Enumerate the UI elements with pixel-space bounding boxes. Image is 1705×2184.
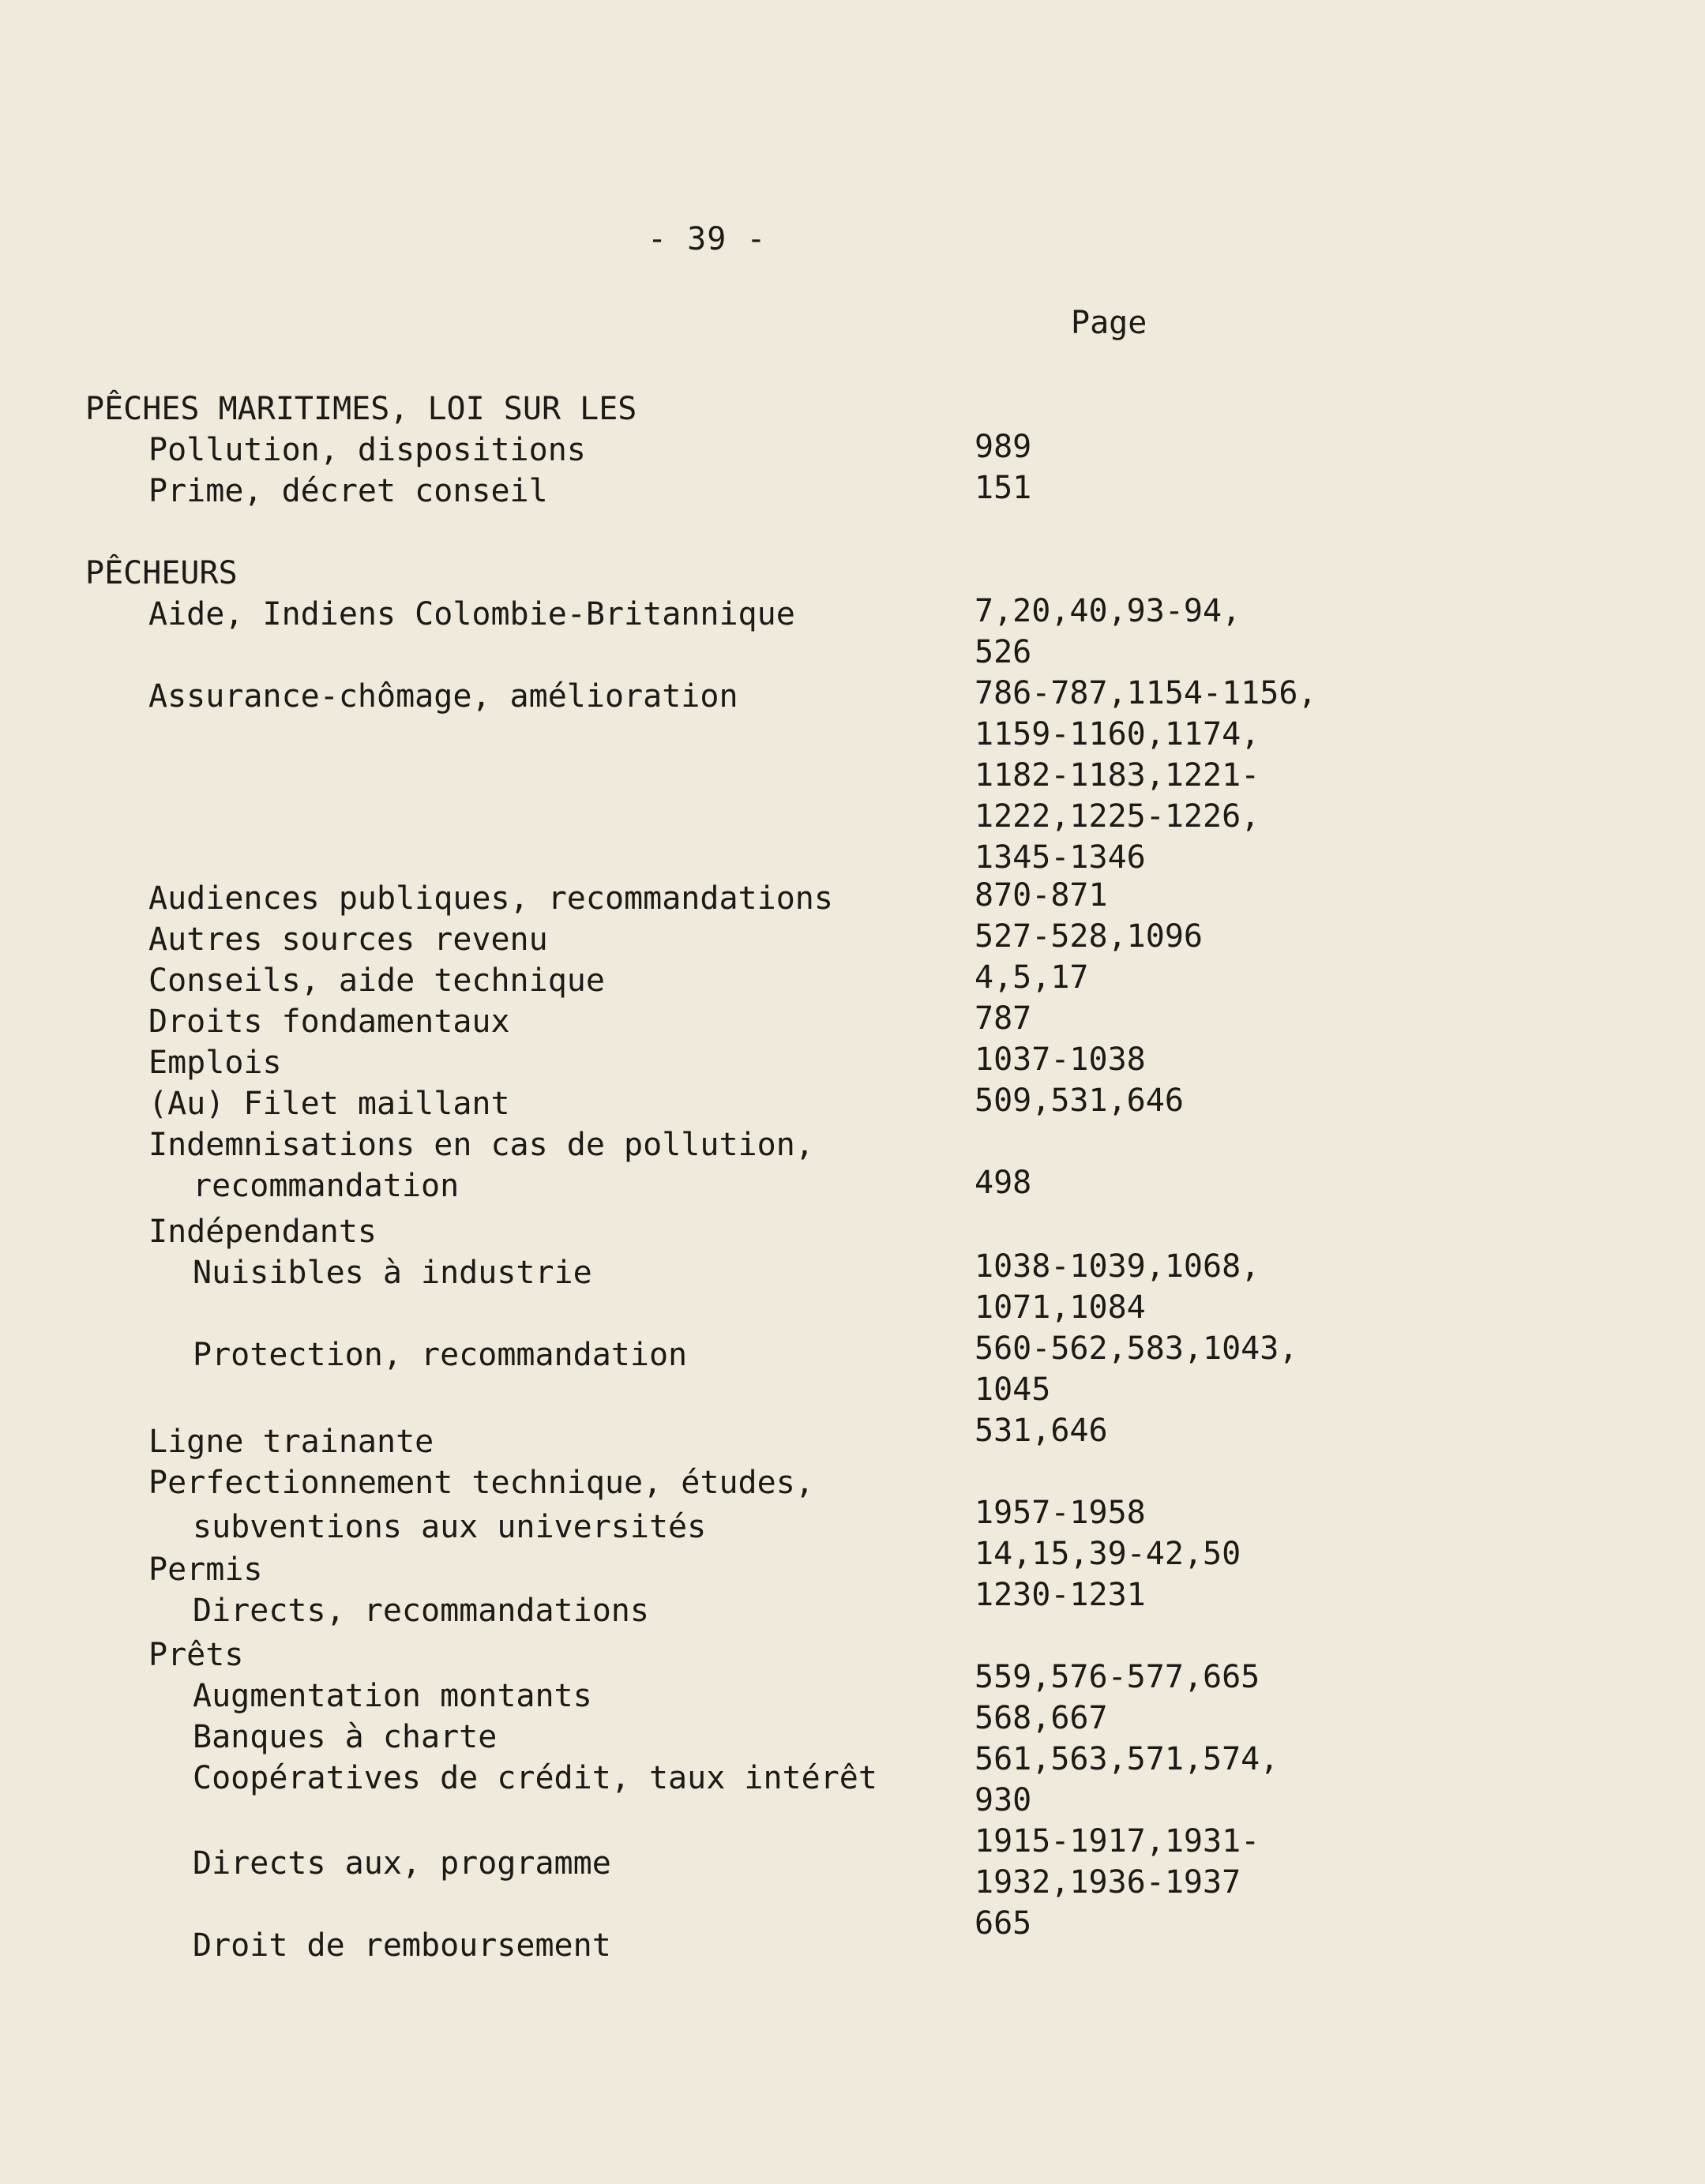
- index-entry-pages: 14,15,39-42,50: [975, 1536, 1241, 1572]
- index-entry-label: Assurance-chômage, amélioration: [148, 678, 738, 715]
- index-entry-pages: 989: [975, 429, 1032, 465]
- index-entry-label: Perfectionnement technique, études,: [148, 1465, 814, 1501]
- index-entry-label: Coopératives de crédit, taux intérêt: [193, 1760, 877, 1796]
- index-entry-label: Conseils, aide technique: [148, 963, 605, 999]
- index-entry-label: Droits fondamentaux: [148, 1004, 510, 1040]
- index-entry-label: Permis: [148, 1552, 263, 1588]
- index-entry-label: recommandation: [193, 1168, 460, 1204]
- index-heading: PÊCHEURS: [85, 555, 238, 591]
- index-entry-pages: 786-787,1154-1156, 1159-1160,1174, 1182-1183,1221- 1222,1225-1226, 1345-1346: [975, 675, 1317, 876]
- index-entry-pages: 527-528,1096: [975, 918, 1203, 955]
- index-entry-pages: 1957-1958: [975, 1495, 1146, 1531]
- index-entry-pages: 787: [975, 1000, 1032, 1037]
- index-entry-label: Indépendants: [148, 1214, 377, 1250]
- index-entry-pages: 509,531,646: [975, 1083, 1184, 1119]
- page-column-header: Page: [1071, 305, 1147, 341]
- index-entry-pages: 561,563,571,574, 930: [975, 1741, 1279, 1818]
- index-entry-label: Audiences publiques, recommandations: [148, 880, 833, 917]
- index-entry-pages: 7,20,40,93-94, 526: [975, 593, 1241, 670]
- index-entry-label: Droit de remboursement: [193, 1927, 611, 1964]
- index-entry-label: Prime, décret conseil: [148, 473, 548, 509]
- index-entry-pages: 498: [975, 1165, 1032, 1201]
- index-heading: PÊCHES MARITIMES, LOI SUR LES: [85, 391, 637, 427]
- index-entry-pages: 568,667: [975, 1700, 1108, 1736]
- index-entry-pages: 870-871: [975, 877, 1108, 914]
- index-entry-label: Augmentation montants: [193, 1678, 592, 1714]
- index-entry-label: Ligne trainante: [148, 1424, 434, 1460]
- index-entry-label: (Au) Filet maillant: [148, 1086, 510, 1122]
- index-entry-pages: 4,5,17: [975, 959, 1089, 996]
- index-entry-label: Directs, recommandations: [193, 1593, 649, 1629]
- index-entry-label: subventions aux universités: [193, 1509, 707, 1545]
- index-entry-label: Autres sources revenu: [148, 921, 548, 958]
- index-entry-label: Prêts: [148, 1637, 244, 1673]
- index-entry-pages: 1038-1039,1068, 1071,1084: [975, 1248, 1260, 1326]
- index-entry-pages: 1915-1917,1931- 1932,1936-1937: [975, 1823, 1260, 1901]
- index-entry-label: Directs aux, programme: [193, 1845, 611, 1882]
- index-entry-pages: 1230-1231: [975, 1577, 1146, 1613]
- page-number: - 39 -: [648, 221, 767, 257]
- index-entry-label: Emplois: [148, 1045, 282, 1081]
- index-entry-pages: 151: [975, 470, 1032, 506]
- index-entry-pages: 531,646: [975, 1413, 1108, 1449]
- index-entry-label: Pollution, dispositions: [148, 432, 586, 468]
- index-entry-label: Nuisibles à industrie: [193, 1255, 592, 1291]
- index-entry-label: Banques à charte: [193, 1719, 498, 1755]
- index-entry-pages: 665: [975, 1905, 1032, 1942]
- index-entry-label: Protection, recommandation: [193, 1337, 688, 1373]
- index-entry-label: Indemnisations en cas de pollution,: [148, 1127, 814, 1163]
- index-entry-pages: 1037-1038: [975, 1041, 1146, 1078]
- index-entry-label: Aide, Indiens Colombie-Britannique: [148, 596, 795, 632]
- index-entry-pages: 559,576-577,665: [975, 1659, 1260, 1695]
- index-entry-pages: 560-562,583,1043, 1045: [975, 1330, 1298, 1408]
